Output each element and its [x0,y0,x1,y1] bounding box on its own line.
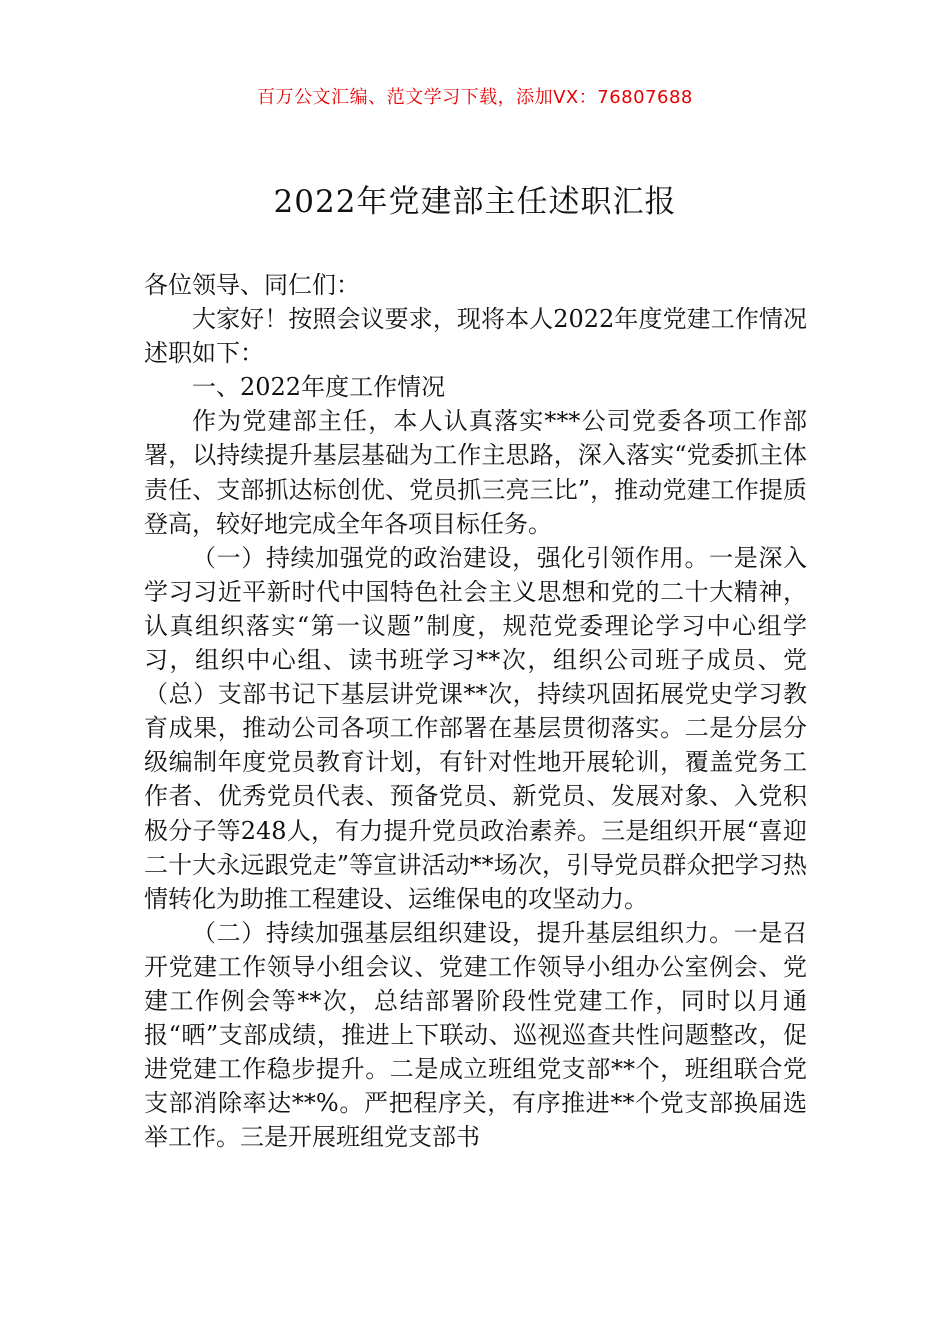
salutation: 各位领导、同仁们： [144,271,360,299]
body-paragraph: 作为党建部主任，本人认真落实***公司党委各项工作部署，以持续提升基层基础为工作主思路，深入落实“党委抓主体责任、支部抓达标创优、党员抓三亮三比”，推动党建工作提质登高，较好地完成全年各项目标任务。 [144,407,807,538]
body-paragraph: （一）持续加强党的政治建设，强化引领作用。一是深入学习习近平新时代中国特色社会主义思想和党的二十大精神，认真组织落实“第一议题”制度，规范党委理论学习中心组学习，组织中心组、读书班学习**次，组织公司班子成员、党（总）支部书记下基层讲党课**次，持续巩固拓展党史学习教育成果，推动公司各项工作部署在基层贯彻落实。二是分层分级编制年度党员教育计划，有针对性地开展轮训，覆盖党务工作者、优秀党员代表、预备党员、新党员、发展对象、入党积极分子等248人，有力提升党员政治素养。三是组织开展“喜迎二十大永远跟党走”等宣讲活动**场次，引导党员群众把学习热情转化为助推工程建设、运维保电的攻坚动力。 [144,543,807,913]
watermark-banner: 百万公文汇编、范文学习下载，添加VX：76807688 [257,87,693,108]
document-body [144,268,807,1154]
document-title: 2022年党建部主任述职汇报 [273,184,677,220]
opening-paragraph: 大家好！按照会议要求，现将本人2022年度党建工作情况述职如下： [144,305,807,368]
body-paragraph: （二）持续加强基层组织建设，提升基层组织力。一是召开党建工作领导小组会议、党建工作领导小组办公室例会、党建工作例会等**次，总结部署阶段性党建工作，同时以月通报“晒”支部成绩，推进上下联动、巡视巡查共性问题整改，促进党建工作稳步提升。二是成立班组党支部**个，班组联合党支部消除率达**%。严把程序关，有序推进**个党支部换届选举工作。三是开展班组党支部书 [144,918,807,1152]
section-heading: 一、2022年度工作情况 [192,373,446,402]
